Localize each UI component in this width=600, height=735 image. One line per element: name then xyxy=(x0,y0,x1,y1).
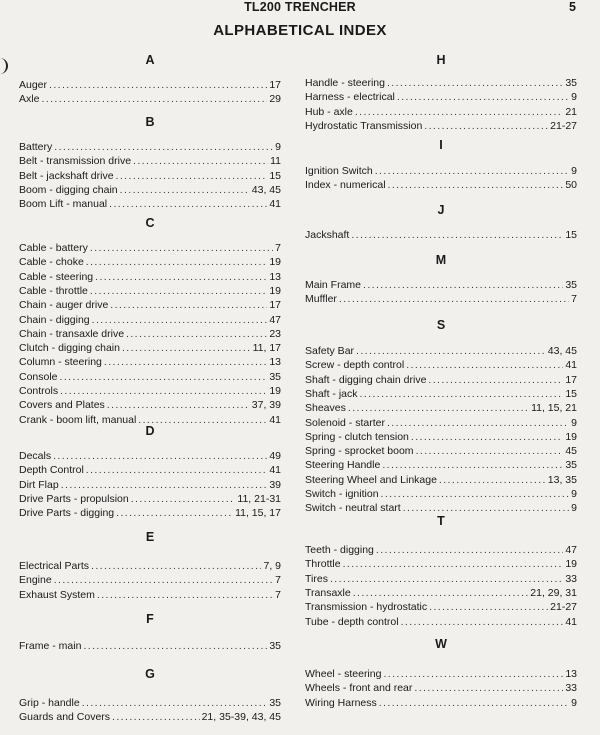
index-term: Hydrostatic Transmission xyxy=(305,119,423,132)
dot-leader xyxy=(82,697,268,709)
index-page-refs: 7 xyxy=(571,293,577,306)
index-page-refs: 9 xyxy=(571,502,577,515)
index-entry xyxy=(19,479,281,491)
index-entry xyxy=(305,106,577,118)
dot-leader xyxy=(116,507,233,519)
dot-leader xyxy=(387,417,569,429)
index-term: Cable - choke xyxy=(19,256,84,269)
index-term: Transmission - hydrostatic xyxy=(305,601,428,614)
index-page-refs: 21-27 xyxy=(550,601,577,614)
index-term: Safety Bar xyxy=(305,345,355,357)
index-page-refs: 11, 21-31 xyxy=(237,492,281,505)
dot-leader xyxy=(376,544,563,556)
index-term: Screw - depth control xyxy=(305,359,405,372)
index-entry xyxy=(19,79,281,91)
index-term: Console xyxy=(19,370,58,383)
dot-leader xyxy=(401,616,564,628)
index-page-refs: 9 xyxy=(571,416,577,429)
section-letter-m: M xyxy=(435,253,447,267)
dot-leader xyxy=(388,179,564,191)
index-page-refs: 49 xyxy=(269,450,281,462)
index-page-refs: 43, 45 xyxy=(547,345,577,357)
index-entry xyxy=(19,271,281,283)
index-term: Dirt Flap xyxy=(19,478,59,491)
index-entry xyxy=(19,155,281,167)
dot-leader xyxy=(414,682,563,694)
index-entry xyxy=(305,91,577,103)
index-term: Hub - axle xyxy=(305,105,353,118)
index-entry xyxy=(19,299,281,311)
section-letter-g: G xyxy=(145,667,155,681)
dot-leader xyxy=(131,493,236,505)
index-entry xyxy=(305,120,577,132)
dot-leader xyxy=(383,668,563,680)
index-page-refs: 21, 35-39, 43, 45 xyxy=(201,711,281,724)
section-letter-b: B xyxy=(145,115,155,129)
index-page-refs: 13, 35 xyxy=(547,473,577,486)
dot-leader xyxy=(339,293,569,305)
index-entry xyxy=(305,179,577,191)
index-entry xyxy=(305,431,577,443)
index-entry xyxy=(19,356,281,368)
index-entry xyxy=(19,285,281,297)
index-term: Guards and Covers xyxy=(19,711,111,724)
index-page-refs: 13 xyxy=(269,270,281,283)
index-page-refs: 9 xyxy=(571,91,577,104)
dot-leader xyxy=(86,464,268,476)
index-page-refs: 21, 29, 31 xyxy=(530,586,577,599)
dot-leader xyxy=(424,120,548,132)
dot-leader xyxy=(49,79,267,91)
index-entry xyxy=(305,229,577,241)
index-term: Covers and Plates xyxy=(19,399,105,412)
index-entry xyxy=(19,493,281,505)
index-term: Spring - clutch tension xyxy=(305,430,409,443)
index-page-refs: 9 xyxy=(571,696,577,709)
index-page-refs: 39 xyxy=(269,478,281,491)
dot-leader xyxy=(109,198,267,210)
index-entry xyxy=(305,544,577,556)
running-title: TL200 TRENCHER xyxy=(244,0,356,14)
dot-leader xyxy=(356,345,546,357)
index-entry xyxy=(305,388,577,400)
index-term: Cable - throttle xyxy=(19,284,88,297)
index-entry xyxy=(19,342,281,354)
index-entry xyxy=(305,601,577,613)
index-term: Boom Lift - manual xyxy=(19,198,108,211)
index-page-refs: 47 xyxy=(269,313,281,326)
index-entry xyxy=(305,165,577,177)
index-page-refs: 15 xyxy=(565,229,577,241)
index-page-refs: 41 xyxy=(269,198,281,211)
index-page-refs: 13 xyxy=(565,668,577,680)
index-entry xyxy=(305,77,577,89)
index-entry xyxy=(19,170,281,182)
index-term: Shaft - jack xyxy=(305,387,358,400)
index-term: Throttle xyxy=(305,558,341,571)
index-entry xyxy=(305,345,577,357)
index-page-refs: 9 xyxy=(275,141,281,153)
index-term: Cable - steering xyxy=(19,270,94,283)
dot-leader xyxy=(387,77,563,89)
index-page-refs: 41 xyxy=(565,359,577,372)
dot-leader xyxy=(60,385,267,397)
index-page-refs: 21-27 xyxy=(550,119,577,132)
dot-leader xyxy=(381,488,570,500)
section-letter-h: H xyxy=(436,53,446,67)
index-page-refs: 35 xyxy=(269,370,281,383)
dot-leader xyxy=(330,573,563,585)
index-term: Depth Control xyxy=(19,464,84,477)
index-term: Shaft - digging chain drive xyxy=(305,373,427,386)
index-page-refs: 17 xyxy=(269,79,281,91)
index-page-refs: 19 xyxy=(269,385,281,397)
index-page-refs: 19 xyxy=(565,430,577,443)
dot-leader xyxy=(428,374,563,386)
index-page-refs: 35 xyxy=(565,77,577,89)
index-entry xyxy=(19,328,281,340)
dot-leader xyxy=(92,314,268,326)
dot-leader xyxy=(439,474,546,486)
dot-leader xyxy=(83,640,267,652)
index-entry xyxy=(19,711,281,723)
index-term: Wheel - steering xyxy=(305,668,382,680)
dot-leader xyxy=(54,141,273,153)
index-term: Sheaves xyxy=(305,402,346,415)
dot-leader xyxy=(360,388,564,400)
index-page-refs: 7, 9 xyxy=(263,560,281,572)
binding-hole-mark xyxy=(0,58,8,74)
index-entry xyxy=(19,464,281,476)
index-entry xyxy=(305,359,577,371)
dot-leader xyxy=(429,601,548,613)
dot-leader xyxy=(97,589,273,601)
index-term: Spring - sprocket boom xyxy=(305,445,414,458)
index-term: Engine xyxy=(19,574,52,587)
index-term: Boom - digging chain xyxy=(19,183,118,196)
index-term: Chain - transaxle drive xyxy=(19,327,125,340)
index-entry xyxy=(19,399,281,411)
index-entry xyxy=(305,459,577,471)
section-letter-j: J xyxy=(437,203,445,217)
index-term: Electrical Parts xyxy=(19,560,90,572)
index-page-refs: 35 xyxy=(269,640,281,652)
index-page-refs: 19 xyxy=(269,284,281,297)
index-entry xyxy=(305,488,577,500)
dot-leader xyxy=(107,399,250,411)
index-term: Axle xyxy=(19,93,40,106)
index-entry xyxy=(305,293,577,305)
dot-leader xyxy=(60,371,268,383)
dot-leader xyxy=(61,479,268,491)
index-term: Auger xyxy=(19,79,48,91)
index-page-refs: 21 xyxy=(565,105,577,118)
index-term: Chain - digging xyxy=(19,313,90,326)
index-term: Teeth - digging xyxy=(305,544,374,556)
page-number: 5 xyxy=(569,0,576,14)
dot-leader xyxy=(86,256,268,268)
dot-leader xyxy=(416,445,564,457)
index-page-refs: 7 xyxy=(275,242,281,254)
dot-leader xyxy=(104,356,267,368)
index-page-refs: 7 xyxy=(275,574,281,587)
dot-leader xyxy=(382,459,563,471)
section-letter-e: E xyxy=(145,530,155,544)
index-page-refs: 47 xyxy=(565,544,577,556)
index-page-refs: 37, 39 xyxy=(251,399,281,412)
index-page-refs: 35 xyxy=(565,459,577,472)
index-page-refs: 35 xyxy=(269,697,281,709)
dot-leader xyxy=(95,271,267,283)
index-term: Ignition Switch xyxy=(305,165,373,177)
index-entry xyxy=(19,385,281,397)
dot-leader xyxy=(41,93,267,105)
dot-leader xyxy=(403,502,569,514)
index-entry xyxy=(19,184,281,196)
dot-leader xyxy=(355,106,563,118)
index-term: Wheels - front and rear xyxy=(305,682,413,695)
index-term: Decals xyxy=(19,450,52,462)
index-page-refs: 50 xyxy=(565,179,577,192)
index-entry xyxy=(19,560,281,572)
dot-leader xyxy=(53,450,267,462)
dot-leader xyxy=(363,279,563,291)
dot-leader xyxy=(110,299,267,311)
dot-leader xyxy=(411,431,563,443)
dot-leader xyxy=(126,328,267,340)
index-entry xyxy=(19,314,281,326)
dot-leader xyxy=(348,402,529,414)
dot-leader xyxy=(379,697,569,709)
section-letter-t: T xyxy=(437,514,445,528)
index-term: Handle - steering xyxy=(305,77,385,89)
index-entry xyxy=(305,502,577,514)
index-page-refs: 45 xyxy=(565,445,577,458)
index-entry xyxy=(19,507,281,519)
index-term: Drive Parts - digging xyxy=(19,507,115,520)
index-term: Index - numerical xyxy=(305,179,386,192)
index-term: Harness - electrical xyxy=(305,91,395,104)
index-term: Steering Wheel and Linkage xyxy=(305,473,437,486)
dot-leader xyxy=(91,560,261,572)
index-entry xyxy=(19,198,281,210)
index-entry xyxy=(19,697,281,709)
index-term: Tires xyxy=(305,572,328,585)
index-page-refs: 35 xyxy=(565,279,577,291)
dot-leader xyxy=(122,342,251,354)
index-term: Jackshaft xyxy=(305,229,350,241)
index-page-refs: 43, 45 xyxy=(251,183,281,196)
dot-leader xyxy=(353,587,529,599)
dot-leader xyxy=(351,229,563,241)
index-entry xyxy=(305,682,577,694)
index-entry xyxy=(19,93,281,105)
index-term: Main Frame xyxy=(305,279,362,291)
dot-leader xyxy=(54,574,273,586)
index-term: Steering Handle xyxy=(305,459,381,472)
index-entry xyxy=(19,256,281,268)
index-term: Switch - ignition xyxy=(305,488,379,500)
index-page-refs: 17 xyxy=(565,373,577,386)
index-page-refs: 15 xyxy=(269,169,281,182)
section-letter-d: D xyxy=(145,424,155,438)
index-entry xyxy=(19,242,281,254)
index-page-refs: 41 xyxy=(269,413,281,426)
section-letter-i: I xyxy=(439,138,443,152)
index-page-refs: 7 xyxy=(275,588,281,601)
index-term: Chain - auger drive xyxy=(19,299,109,312)
index-entry xyxy=(305,474,577,486)
index-term: Transaxle xyxy=(305,586,351,599)
dot-leader xyxy=(120,184,250,196)
section-letter-a: A xyxy=(145,53,155,67)
dot-leader xyxy=(375,165,569,177)
index-page-refs: 17 xyxy=(269,299,281,312)
dot-leader xyxy=(116,170,268,182)
index-term: Solenoid - starter xyxy=(305,416,385,429)
index-page-refs: 11 xyxy=(270,155,281,168)
index-term: Tube - depth control xyxy=(305,615,399,628)
index-entry xyxy=(305,374,577,386)
index-entry xyxy=(305,558,577,570)
index-entry xyxy=(19,574,281,586)
index-term: Cable - battery xyxy=(19,242,88,254)
page-title: ALPHABETICAL INDEX xyxy=(213,22,387,39)
section-letter-f: F xyxy=(146,612,154,626)
index-term: Clutch - digging chain xyxy=(19,342,120,355)
index-term: Belt - transmission drive xyxy=(19,155,132,168)
index-page-refs: 11, 17 xyxy=(252,342,281,355)
index-entry xyxy=(305,668,577,680)
index-term: Column - steering xyxy=(19,356,102,369)
index-term: Grip - handle xyxy=(19,697,80,709)
index-term: Exhaust System xyxy=(19,588,95,601)
index-term: Frame - main xyxy=(19,640,82,652)
index-entry xyxy=(305,417,577,429)
section-letter-c: C xyxy=(145,216,155,230)
dot-leader xyxy=(343,558,564,570)
index-term: Wiring Harness xyxy=(305,696,377,709)
index-page-refs: 19 xyxy=(269,256,281,269)
index-term: Controls xyxy=(19,385,59,397)
dot-leader xyxy=(90,285,267,297)
index-page-refs: 11, 15, 21 xyxy=(531,402,577,415)
index-page-refs: 33 xyxy=(565,572,577,585)
section-letter-w: W xyxy=(435,637,447,651)
dot-leader xyxy=(112,711,200,723)
index-term: Muffler xyxy=(305,293,337,306)
index-entry xyxy=(305,573,577,585)
index-entry xyxy=(305,402,577,414)
index-page-refs: 15 xyxy=(565,387,577,400)
index-page-refs: 9 xyxy=(571,165,577,177)
index-page-refs: 11, 15, 17 xyxy=(235,507,281,520)
index-term: Battery xyxy=(19,141,53,153)
index-entry xyxy=(19,589,281,601)
index-page-refs: 9 xyxy=(571,488,577,500)
index-entry xyxy=(305,279,577,291)
index-page-refs: 41 xyxy=(269,464,281,477)
index-entry xyxy=(305,587,577,599)
dot-leader xyxy=(397,91,569,103)
index-page-refs: 23 xyxy=(269,327,281,340)
index-page-refs: 29 xyxy=(269,93,281,106)
dot-leader xyxy=(406,359,563,371)
dot-leader xyxy=(90,242,273,254)
index-page-refs: 33 xyxy=(565,682,577,695)
index-page-refs: 13 xyxy=(269,356,281,369)
index-page-refs: 19 xyxy=(565,558,577,571)
index-entry xyxy=(19,371,281,383)
index-term: Belt - jackshaft drive xyxy=(19,169,114,182)
index-term: Drive Parts - propulsion xyxy=(19,492,129,505)
index-term: Switch - neutral start xyxy=(305,502,401,515)
dot-leader xyxy=(133,155,268,167)
index-page-refs: 41 xyxy=(565,615,577,628)
index-term: Crank - boom lift, manual xyxy=(19,413,137,426)
index-entry xyxy=(19,450,281,462)
index-entry xyxy=(19,640,281,652)
index-entry xyxy=(305,445,577,457)
index-entry xyxy=(305,616,577,628)
section-letter-s: S xyxy=(436,318,446,332)
index-entry xyxy=(19,141,281,153)
index-entry xyxy=(305,697,577,709)
